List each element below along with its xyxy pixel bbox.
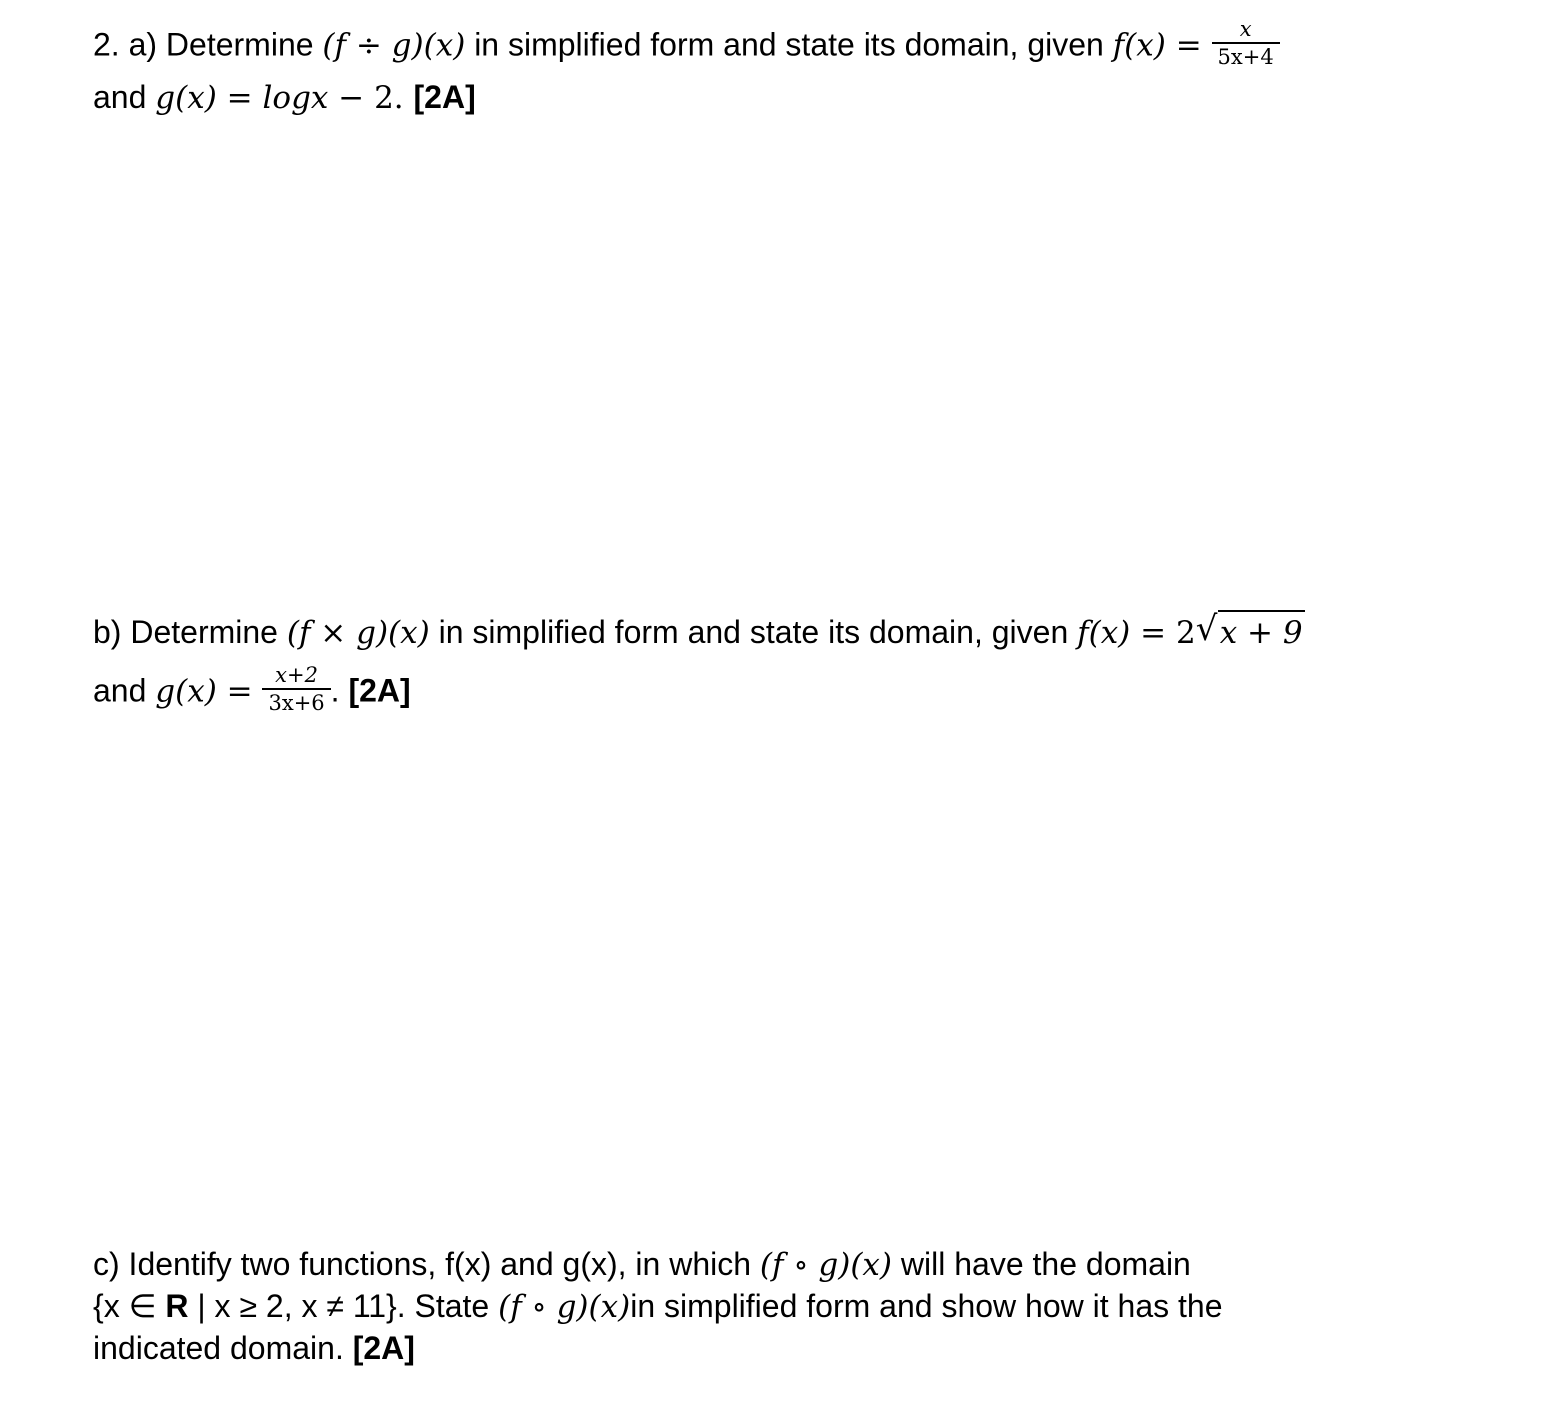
question-2c-line-1 — [93, 1243, 1191, 1286]
question-2b-square-root — [1196, 610, 1305, 654]
question-2b-equals-2: = — [216, 673, 263, 710]
question-2a-g-expression: logx — [262, 80, 329, 116]
question-2a-line-1 — [93, 17, 1280, 74]
question-2c-prefix: c) Identify two functions, f(x) and g(x), in which — [93, 1246, 760, 1282]
question-2b-f-coefficient: 2 — [1175, 615, 1196, 651]
question-2a — [93, 17, 1533, 120]
question-2a-f-fraction — [1212, 16, 1280, 70]
question-2a-equals-2: = — [216, 80, 263, 116]
question-2b-prefix: b) Determine — [93, 614, 287, 650]
question-2c-domain-rest: | x ≥ 2, x ≠ 11}. State — [188, 1288, 499, 1324]
question-2b-and: and — [93, 672, 156, 709]
radical-sign-icon: √ — [1195, 609, 1218, 649]
question-2c-closing: indicated domain. — [93, 1330, 353, 1366]
question-2c-instruction: in simplified form and show how it has the — [630, 1288, 1223, 1324]
question-2b-f-label: f(x) — [1077, 615, 1131, 651]
question-2a-text: in simplified form and state its domain, given — [465, 26, 1113, 63]
question-2b-g-label: g(x) — [155, 673, 217, 710]
question-2c-marks: [2A] — [352, 1330, 415, 1366]
question-2b-equals: = — [1130, 615, 1176, 651]
question-2b — [93, 610, 1533, 720]
question-2c — [93, 1243, 1533, 1373]
question-2c-real-set: R — [165, 1288, 189, 1324]
question-2b-g-numerator: x+2 — [275, 663, 318, 687]
question-2c-domain-open: {x ∈ — [93, 1288, 166, 1324]
question-2c-composition: (f ∘ g)(x) — [759, 1247, 893, 1283]
question-2a-f-label: f(x) — [1112, 27, 1166, 64]
question-2a-g-tail: − 2. — [328, 80, 414, 116]
question-2a-and: and — [93, 79, 156, 115]
question-2a-marks: [2A] — [413, 79, 476, 115]
question-2a-g-label: g(x) — [155, 80, 217, 116]
question-2a-f-numerator: x — [1239, 17, 1252, 41]
question-2a-equals: = — [1165, 27, 1212, 64]
question-2a-f-denominator: 5x+4 — [1212, 42, 1280, 70]
question-2b-text: in simplified form and state its domain, given — [429, 614, 1078, 650]
question-2b-marks: [2A] — [348, 672, 411, 709]
question-2b-f-radicand: x + 9 — [1218, 610, 1305, 654]
question-2b-g-fraction — [262, 662, 330, 716]
question-2c-suffix: will have the domain — [892, 1246, 1191, 1282]
question-2a-prefix: 2. a) Determine — [93, 26, 323, 63]
question-2c-composition-2: (f ∘ g)(x) — [498, 1289, 631, 1325]
question-2c-line-3 — [93, 1327, 415, 1369]
question-2a-operation: (f ÷ g)(x) — [322, 27, 466, 64]
question-2b-operation: (f × g)(x) — [286, 615, 430, 651]
question-2b-line-1 — [93, 610, 1305, 654]
question-2b-g-denominator: 3x+6 — [262, 688, 330, 716]
question-2c-line-2 — [93, 1285, 1222, 1328]
question-2b-line-2 — [93, 663, 411, 720]
question-2a-line-2 — [93, 76, 476, 119]
question-2b-g-tail: . — [330, 672, 349, 709]
